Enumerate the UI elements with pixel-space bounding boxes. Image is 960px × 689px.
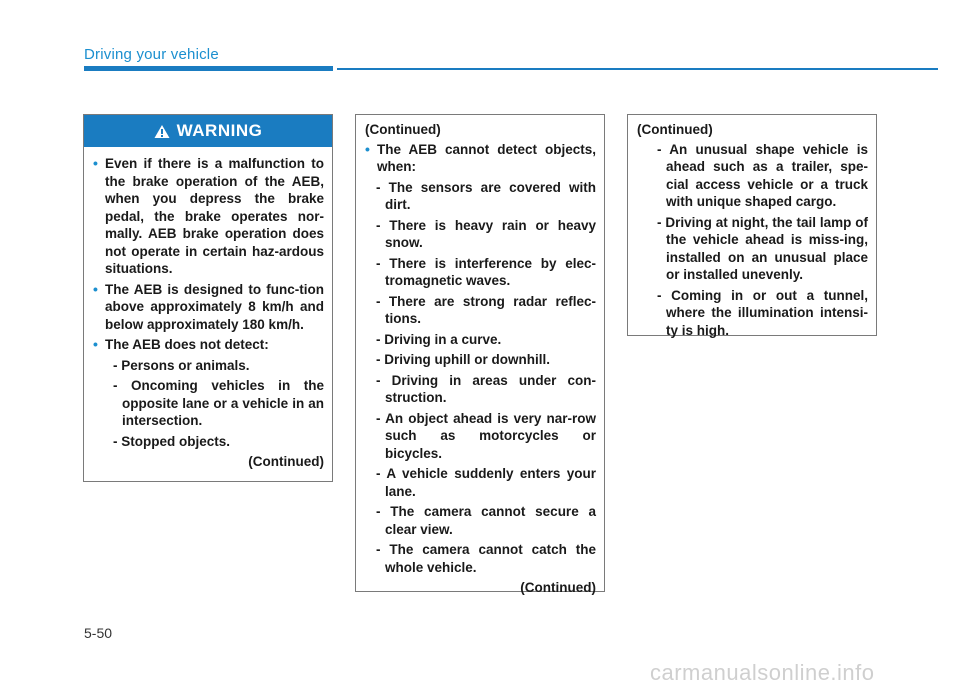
warning-label: WARNING (176, 121, 263, 140)
list-item: - Driving in areas under con-struction. (376, 372, 596, 405)
continued-box-2 (355, 114, 605, 595)
list-item: - There are strong radar reflec-tions. (376, 293, 596, 326)
list-item: - There is heavy rain or heavy snow. (376, 217, 596, 250)
list-item: - Driving uphill or downhill. (376, 352, 550, 367)
list-item: - Driving in a curve. (376, 331, 502, 347)
warning-header (84, 115, 332, 147)
bullet-dot-icon: • (93, 155, 98, 171)
warning-triangle-icon (154, 124, 170, 139)
section-title: Driving your vehicle (84, 46, 219, 63)
bullet-item: • The AEB cannot detect objects, when: (365, 140, 596, 174)
bullet-dot-icon: • (365, 140, 370, 157)
list-item: - Stopped objects. (113, 433, 231, 449)
bullet-dot-icon: • (93, 336, 98, 352)
continued-label: (Continued) (365, 122, 441, 137)
list-item: - Oncoming vehicles in the opposite lane or a vehicle in an intersection. (113, 378, 324, 428)
continued-label: (Continued) (637, 122, 713, 137)
warning-box (83, 114, 333, 482)
bullet-item: • The AEB is designed to func-tion above approximately 8 km/h and below approximately 180 km/h. (93, 280, 324, 332)
bullet-item: • The AEB does not detect: (93, 336, 269, 352)
list-item: - The camera cannot catch the whole vehicle. (376, 542, 596, 575)
list-item: - Persons or animals. (113, 357, 250, 373)
list-item: - Driving at night, the tail lamp of the vehicle ahead is miss-ing, installed on an unusual place or installed unevenly. (657, 214, 868, 282)
list-item: - A vehicle suddenly enters your lane. (376, 466, 596, 499)
list-item: - Coming in or out a tunnel, where the illumination intensi-ty is high. (657, 287, 868, 338)
continued-label: (Continued) (248, 454, 324, 469)
header-rule-thin (337, 68, 938, 70)
list-item: - The camera cannot secure a clear view. (376, 504, 596, 537)
bullet-dot-icon: • (93, 280, 98, 297)
continued-label: (Continued) (520, 580, 596, 595)
list-item: - There is interference by elec-tromagnetic waves. (376, 255, 596, 288)
bullet-item: • Even if there is a malfunction to the brake operation of the AEB, when you depress the brake pedal, the brake operates nor-mally. AEB brake operation does not operate in certain haz-ardous situations. (93, 155, 324, 276)
header-rule-thick (84, 66, 333, 71)
list-item: - An unusual shape vehicle is ahead such as a trailer, spe-cial access vehicle or a truck with unique shaped cargo. (657, 141, 868, 209)
watermark: carmanualsonline.info (650, 660, 875, 685)
list-item: - The sensors are covered with dirt. (376, 179, 596, 212)
continued-box-3 (627, 114, 877, 336)
page-number: 5-50 (84, 625, 113, 641)
list-item: - An object ahead is very nar-row such as motorcycles or bicycles. (376, 410, 596, 461)
